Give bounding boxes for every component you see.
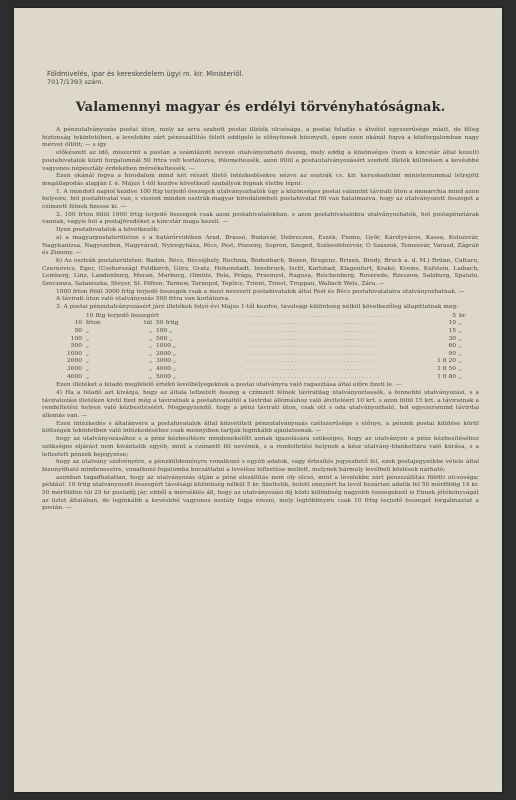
reference-number: 7017/1393 szám. <box>47 78 104 86</box>
document-title: Valamennyi magyar és erdélyi törvényhatóságnak. <box>75 100 446 115</box>
paragraph: előkészett az idő, miszerint a postán a számlázott neveze utalványozható összeg, mely eddig a közönséges (nem a kincstár által kezelt) postahivatalok közti forgalomnál 50 frtra volt korlátozva, fölemeltessék, azon fölül a postautalványozásért szedett illeték különösen a kevésbbé vagyonos népesztály érdekében mérsékeltessék. — <box>42 150 479 172</box>
fee-row: 1000 „ „ 2000 „ . . . . . . . . . . . . . . . . . . . . . . . . . . . . . . . . . . . . 90 „ <box>67 350 463 357</box>
fee-row: 10 frton túl 50 frtig . . . . . . . . . . . . . . . . . . . . . . . . . . . . . . . . . . . . 10 „ <box>74 320 463 327</box>
paragraph: hogy az utalvány szelvényére, a pénzküldeményre vonatkozó s egyéb adatok, vagy értesítés jegyezhető fel, ezek postajegyzékbe vétele által bizonyítható mindenesetre, vonatkozó fogalomba bocsáttatni a levelész leflzetése mellett, melynek bármely levélbeli közlések nárható; <box>42 459 479 473</box>
paragraph: hogy az utalványozásához s a pénz kézbesítésre mindenekelőtt annak igazolására szükséges, hogy az utalványon a pénz kézbesítéséhez szükséges eljárást nem kivántatik egyéb, mint a czímzett fél nevének, s a rendeltetési helynek a kész utalvány-blankettára való kiírása, s a leflzetett pénzek bejegyzése; <box>42 436 479 458</box>
paragraph: Ezen okánál fogva a birodalom mind két részét illető intézkedésekre nézve az osztrák cs. kir. kereskedelmi ministeriummal létrejött megállapodás alapján f. é. Május 1-től kezdve következő szabályok fognak életbe lépni: <box>42 173 479 187</box>
ministry-header: Földmivelés, ipar és kereskedelem ügyi m. kir. Ministeriől. <box>47 70 244 78</box>
paragraph: 1000 frton fölül 3000 frtig terjedő összegek csak a most nevezett postahivatalok által Pest és Bécs postahivatalaira utalványozhatnak. — <box>56 288 465 295</box>
paragraph: 1. A mondott napiol kezdve 100 ftig terjedő összegek utalványozhatók úgy a közönséges postai valamint távirati úton a monarchia mind azon helyeire, hol postahivatal van, s viszont minden osztrák-magyar birodalombeli postahivatal föl van hatalmazva, hogy az utalványozott összeget a czímzett félnek fizesse ki. — <box>42 188 479 211</box>
paragraph: Ilyen postahivatalok a következők: <box>56 227 160 234</box>
fee-row: 500 „ „ 1000 „ . . . . . . . . . . . . . . . . . . . . . . . . . . . . . . . . . . . . 60 „ <box>70 343 463 350</box>
paragraph: A pénzutalványozás postai úton, mely az arra szabott postai illeték olcsósága, a postai feladás s átvétel egyszerűsége miatt, de főleg biztonság tekintetében, a levelekbe zárt pénzszállítás felett eddigelé is előnyösnek bizonyult, épen ezen okánál fogva a közforgalomban nagy mérvet öltött; — s így <box>42 127 479 149</box>
paragraph: b) Az osztrák postaterületen: Baden, Bécs, Bécsújhely, Bochnia, Bodenbach, Bozen, Bregenz, Brixen, Brody, Bruck a. d. M.) Brünn, Cattaro, Czernovicz, Eger, (Csehország) Feldkirch, Görz, Gratz, Hohenstadt, Innsbruck, Ischl, Karlsbad, Klagenfurt, Krakó, Krems, Kufstein, Laibach, Lemberg, Linz, Landenburg, Meran, Marburg, Olmütz, Pola, Prága, Przemysl, Ragusa, Reichenberg, Roveredo, Rzeszow, Salzburg, Spalato, Szeczawa, Sataniszka, Steyer, St. Pölten, Tarnow, Tarnopol, Teplicz, Trient, Triest, Troppau, Wallach Wels, Zára. — <box>42 257 479 288</box>
fee-row: 50 „ „ 100 „ . . . . . . . . . . . . . . . . . . . . . . . . . . . . . . . . . . . . 15 „ <box>74 328 463 335</box>
document-content <box>42 70 479 513</box>
paragraph: A távirati úton való utalványozás 500 frtra van korlátozva. <box>56 296 231 303</box>
paragraph: 2. 100 frton fölül 1000 frtig terjedő összegek csak azon postahivatalokban, s azon postahivatalokra utalványozhatók, hol postapénztárak vannak, vagyis hol a postajövedéket a kincstár maga kezeli. — <box>42 211 479 226</box>
paragraph: Ezen intézkedés s általánvére a postahivatalok által közvetített pénzutalványozás czélszerűsége s előnye, a pénzek postai küldése körül költségek tekintetben való intézkedéséhez csak mennyiben tartják leginkább ajánlatosnak. — <box>42 420 479 435</box>
fee-row: 2000 „ „ 3000 „ . . . . . . . . . . . . . . . . . . . . . . . . . . . . . . . . . . . . 1 fl 20 „ <box>67 358 463 365</box>
paragraph: azonban tagadhatatlan, hogy az utalványozás útján a pénz elszállítás nem oly olcsó, mint a levelekbe zárt pénzszállítás fölötti olcsósága; például: 10 frtig utalványozott összegért távolsági különbség nélkül 5 kr. fizettetik, holott ennyiért ha levél bezártan adatik fel 50 mérföldig 14 kr. 50 mérföldön túl 25 kr postadíj jár; ebből a mérséklés áll, hogy az utalványozási díj közti különbség nagyobb összegeknél is Ennek jótékonyságát az üzlet általában, de leginkább a kevésbbé vagyonos osztály fogja érezni, mely legtöbbnyire csak 10 frtig terjedő összeget forgalmaztat a postán. — <box>42 474 479 512</box>
paragraph: Ezen illetéket a feladó megfelelő értékü levélbélyegeknek a postai utalványra való ragasztása által előre fizeti le. — <box>56 382 402 389</box>
paragraph: 4) Ha a feladó azt kivánja, hogy az általa leflzetett összeg a czímzett félnek táviratilag utalványoztassék, a fennebbi utalványozási, s a táviratozási illetéken kivül fizet még a táviratnak a postahivataltól a távirdai állomáshoz való átviteléért 10 krt. s azon fölül 15 krt. a táviratnak a rendeltetési helyen való kézbesítéséért. Megjegyzendő, hogy a pénz távirati úton, csak ott s oda utalványozható, hol egyszersmind távirdai állomás van. — <box>42 389 479 420</box>
fee-row: 100 „ „ 500 „ . . . . . . . . . . . . . . . . . . . . . . . . . . . . . . . . . . . . 30 „ <box>70 335 463 342</box>
fee-row: 10 ftig terjedő összegért . . . . . . . . . . . . . . . . . . . . . . . . . . . . . . . . . . . . . . . . . . . . . . . . . . 5 kr. <box>86 312 467 319</box>
document-sheet <box>14 8 502 792</box>
paragraph: a) a magyarpostaterületen s a határőrvidéken Arad, Brassó, Budavár, Debreczen, Eszék, Fiume, Győr, Károlyváros, Kassa, Kolozsvár, Nagykanizsa, Nagyszeben, Nagyvárad, Nyiregyháza, Pécs, Pest, Pozsony, Sopron, Szeged, Székesfehérvár, Ó Szászok, Temesvár, Varasd, Zágráb és Zimony. — <box>42 234 479 257</box>
fee-row: 4000 „ „ 5000 „ . . . . . . . . . . . . . . . . . . . . . . . . . . . . . . . . . . . . 1 fl 80 „ <box>67 373 463 380</box>
fee-row: 3000 „ „ 4000 „ . . . . . . . . . . . . . . . . . . . . . . . . . . . . . . . . . . . . 1 fl 50 „ <box>67 366 463 373</box>
fee-table <box>58 313 479 381</box>
paragraph: 3. A postai pénzutalványozásért járó illetékek folyó évi Május 1-től kezdve, távolsági különbség nélkül következőleg állapíttatnak meg: <box>56 304 459 311</box>
